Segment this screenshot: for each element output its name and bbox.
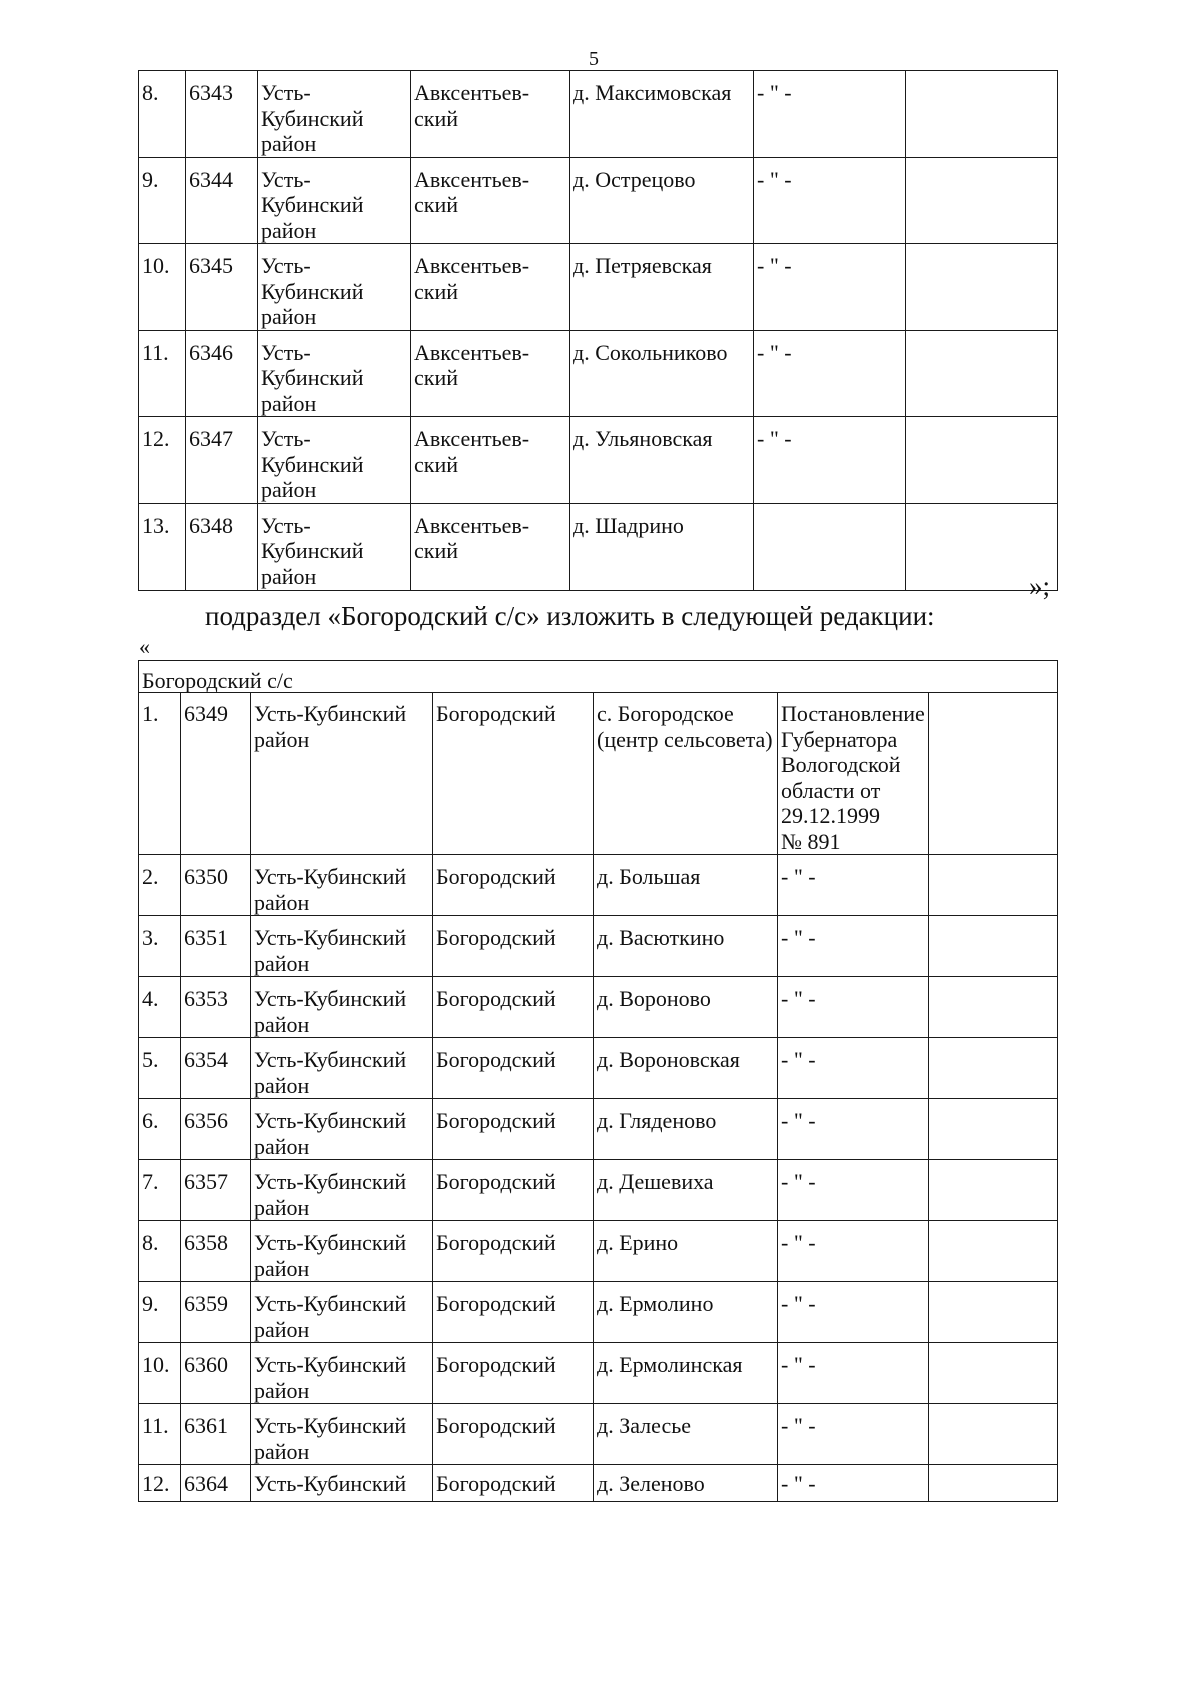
code-cell: 6351 — [181, 916, 251, 977]
empty-cell — [906, 244, 1058, 331]
settlement-cell: д. Большая — [594, 855, 778, 916]
table-row — [139, 1221, 1058, 1282]
council-cell: Авксентьев- ский — [411, 157, 570, 244]
empty-cell — [929, 1465, 1058, 1502]
bogorodsky-table — [138, 660, 1058, 1502]
settlement-cell: д. Ульяновская — [570, 417, 754, 504]
section-title-cell: Богородский с/с — [139, 661, 1058, 693]
row-number-cell: 4. — [139, 977, 181, 1038]
code-cell: 6359 — [181, 1282, 251, 1343]
basis-cell: - " - — [778, 1404, 929, 1465]
district-cell: Усть-Кубинский район — [251, 1221, 433, 1282]
settlement-cell: д. Ерино — [594, 1221, 778, 1282]
district-cell: Усть-Кубинский район — [251, 1343, 433, 1404]
district-cell: Усть- Кубинский район — [258, 503, 411, 590]
row-number-cell: 11. — [139, 330, 186, 417]
row-number-cell: 10. — [139, 1343, 181, 1404]
row-number-cell: 9. — [139, 1282, 181, 1343]
council-cell: Авксентьев- ский — [411, 244, 570, 331]
settlement-cell: д. Ермолинская — [594, 1343, 778, 1404]
empty-cell — [929, 1343, 1058, 1404]
row-number-cell: 12. — [139, 1465, 181, 1502]
district-cell: Усть-Кубинский район — [251, 693, 433, 855]
settlement-cell: д. Залесье — [594, 1404, 778, 1465]
basis-cell: - " - — [778, 1221, 929, 1282]
empty-cell — [929, 1282, 1058, 1343]
row-number-cell: 8. — [139, 71, 186, 158]
settlement-cell: д. Ермолино — [594, 1282, 778, 1343]
empty-cell — [906, 157, 1058, 244]
basis-cell: - " - — [778, 1099, 929, 1160]
empty-cell — [906, 417, 1058, 504]
code-cell: 6357 — [181, 1160, 251, 1221]
basis-cell: - " - — [754, 244, 906, 331]
empty-cell — [929, 1038, 1058, 1099]
page-number: 5 — [589, 48, 599, 70]
basis-cell: - " - — [778, 855, 929, 916]
table-row — [139, 503, 1058, 590]
code-cell: 6344 — [186, 157, 258, 244]
council-cell: Авксентьев- ский — [411, 71, 570, 158]
council-cell: Богородский — [433, 855, 594, 916]
settlement-cell: с. Богородское (центр сельсовета) — [594, 693, 778, 855]
table-row — [139, 417, 1058, 504]
table-row — [139, 1465, 1058, 1502]
empty-cell — [929, 1221, 1058, 1282]
table-row — [139, 693, 1058, 855]
row-number-cell: 13. — [139, 503, 186, 590]
code-cell: 6348 — [186, 503, 258, 590]
district-cell: Усть-Кубинский район — [251, 855, 433, 916]
empty-cell — [906, 71, 1058, 158]
code-cell: 6346 — [186, 330, 258, 417]
district-cell: Усть-Кубинский район — [251, 1038, 433, 1099]
code-cell: 6349 — [181, 693, 251, 855]
table-row — [139, 157, 1058, 244]
basis-cell: - " - — [778, 1282, 929, 1343]
empty-cell — [929, 1099, 1058, 1160]
code-cell: 6350 — [181, 855, 251, 916]
code-cell: 6364 — [181, 1465, 251, 1502]
settlement-cell: д. Гляденово — [594, 1099, 778, 1160]
row-number-cell: 5. — [139, 1038, 181, 1099]
code-cell: 6353 — [181, 977, 251, 1038]
code-cell: 6361 — [181, 1404, 251, 1465]
council-cell: Богородский — [433, 1038, 594, 1099]
district-cell: Усть-Кубинский район — [251, 1404, 433, 1465]
code-cell: 6347 — [186, 417, 258, 504]
basis-cell: - " - — [754, 330, 906, 417]
table-row — [139, 1160, 1058, 1221]
code-cell: 6360 — [181, 1343, 251, 1404]
council-cell: Богородский — [433, 1221, 594, 1282]
closing-quote: »; — [1029, 571, 1051, 601]
table-row — [139, 1343, 1058, 1404]
basis-cell: - " - — [778, 977, 929, 1038]
row-number-cell: 10. — [139, 244, 186, 331]
district-cell: Усть-Кубинский район — [251, 1099, 433, 1160]
council-cell: Авксентьев- ский — [411, 417, 570, 504]
basis-cell: Постановление Губернатора Вологодской области от 29.12.1999 № 891 — [778, 693, 929, 855]
district-cell: Усть-Кубинский район — [251, 977, 433, 1038]
empty-cell — [929, 916, 1058, 977]
row-number-cell: 3. — [139, 916, 181, 977]
council-cell: Богородский — [433, 1099, 594, 1160]
row-number-cell: 2. — [139, 855, 181, 916]
settlement-cell: д. Дешевиха — [594, 1160, 778, 1221]
district-cell: Усть- Кубинский район — [258, 157, 411, 244]
settlement-cell: д. Вороново — [594, 977, 778, 1038]
basis-cell: - " - — [778, 916, 929, 977]
council-cell: Богородский — [433, 1343, 594, 1404]
settlements-table-continued — [138, 70, 1058, 591]
table-row — [139, 1282, 1058, 1343]
table-row — [139, 1404, 1058, 1465]
row-number-cell: 11. — [139, 1404, 181, 1465]
table-row — [139, 1038, 1058, 1099]
basis-cell: - " - — [754, 71, 906, 158]
district-cell: Усть- Кубинский район — [258, 244, 411, 331]
district-cell: Усть-Кубинский — [251, 1465, 433, 1502]
table-row — [139, 916, 1058, 977]
basis-cell: - " - — [778, 1038, 929, 1099]
council-cell: Богородский — [433, 1465, 594, 1502]
district-cell: Усть-Кубинский район — [251, 916, 433, 977]
instruction-text: подраздел «Богородский с/с» изложить в следующей редакции: — [205, 601, 935, 631]
empty-cell — [929, 855, 1058, 916]
basis-cell: - " - — [778, 1465, 929, 1502]
settlement-cell: д. Петряевская — [570, 244, 754, 331]
row-number-cell: 9. — [139, 157, 186, 244]
council-cell: Богородский — [433, 1160, 594, 1221]
table-row — [139, 330, 1058, 417]
district-cell: Усть- Кубинский район — [258, 417, 411, 504]
basis-cell: - " - — [778, 1343, 929, 1404]
row-number-cell: 12. — [139, 417, 186, 504]
settlement-cell: д. Вороновская — [594, 1038, 778, 1099]
code-cell: 6358 — [181, 1221, 251, 1282]
council-cell: Авксентьев- ский — [411, 503, 570, 590]
settlement-cell: д. Максимовская — [570, 71, 754, 158]
settlement-cell: д. Сокольниково — [570, 330, 754, 417]
district-cell: Усть-Кубинский район — [251, 1160, 433, 1221]
row-number-cell: 8. — [139, 1221, 181, 1282]
settlement-cell: д. Острецово — [570, 157, 754, 244]
table-row — [139, 855, 1058, 916]
row-number-cell: 6. — [139, 1099, 181, 1160]
code-cell: 6345 — [186, 244, 258, 331]
empty-cell — [929, 693, 1058, 855]
row-number-cell: 7. — [139, 1160, 181, 1221]
section-header-row — [139, 661, 1058, 693]
basis-cell: - " - — [754, 417, 906, 504]
council-cell: Богородский — [433, 1282, 594, 1343]
settlement-cell: д. Васюткино — [594, 916, 778, 977]
table-row — [139, 71, 1058, 158]
empty-cell — [929, 977, 1058, 1038]
council-cell: Богородский — [433, 977, 594, 1038]
table-row — [139, 977, 1058, 1038]
code-cell: 6356 — [181, 1099, 251, 1160]
code-cell: 6354 — [181, 1038, 251, 1099]
council-cell: Богородский — [433, 916, 594, 977]
row-number-cell: 1. — [139, 693, 181, 855]
district-cell: Усть- Кубинский район — [258, 71, 411, 158]
empty-cell — [929, 1404, 1058, 1465]
district-cell: Усть- Кубинский район — [258, 330, 411, 417]
district-cell: Усть-Кубинский район — [251, 1282, 433, 1343]
basis-cell: - " - — [754, 157, 906, 244]
code-cell: 6343 — [186, 71, 258, 158]
council-cell: Богородский — [433, 1404, 594, 1465]
table-row — [139, 1099, 1058, 1160]
empty-cell — [929, 1160, 1058, 1221]
basis-cell: - " - — [778, 1160, 929, 1221]
settlement-cell: д. Шадрино — [570, 503, 754, 590]
opening-quote: « — [139, 634, 150, 659]
council-cell: Авксентьев- ский — [411, 330, 570, 417]
basis-cell — [754, 503, 906, 590]
empty-cell — [906, 330, 1058, 417]
settlement-cell: д. Зеленово — [594, 1465, 778, 1502]
council-cell: Богородский — [433, 693, 594, 855]
table-row — [139, 244, 1058, 331]
